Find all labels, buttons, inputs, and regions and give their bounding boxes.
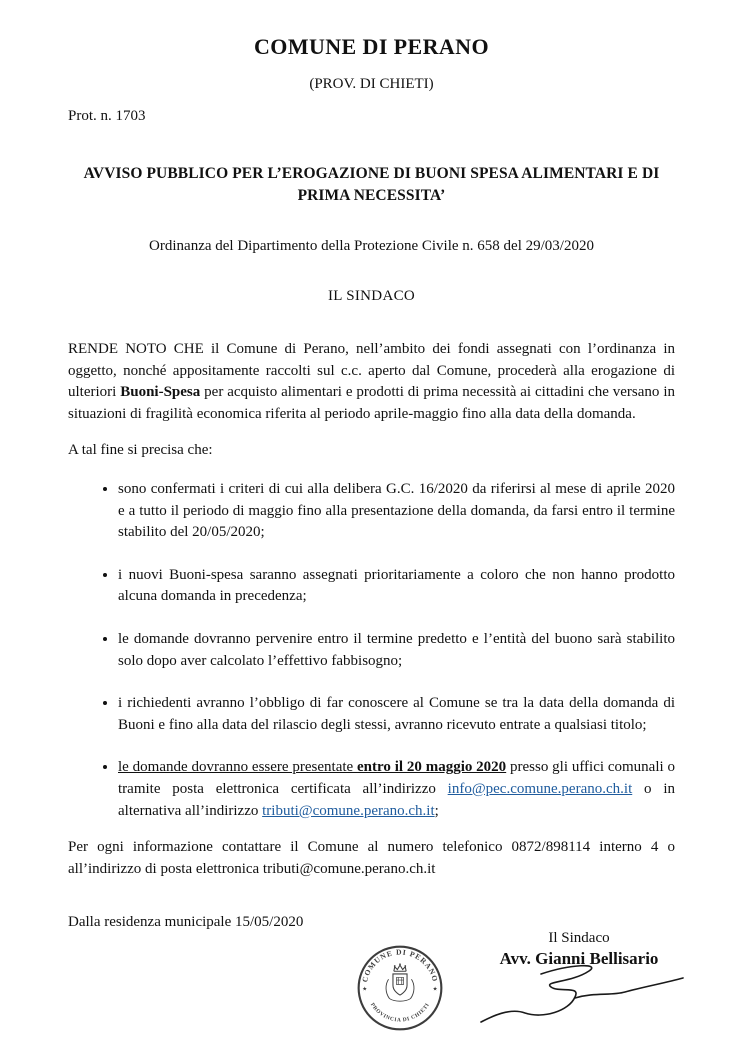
seal-top-text: COMUNE DI PERANO (360, 947, 440, 984)
pec-email-link[interactable]: info@pec.comune.perano.ch.it (447, 780, 633, 797)
bullet-item-priority: • i nuovi Buoni-spesa saranno assegnati prioritariamente a coloro che non hanno prodotto alcuna domanda in precedenza; (118, 565, 675, 608)
seal-star-left-icon: ★ (362, 986, 368, 993)
contact-paragraph: Per ogni informazione contattare il Comune al numero telefonico 0872/898114 interno 4 o all’indirizzo di posta elettronica tributi@comune.perano.ch.it (68, 839, 675, 877)
seal-coat-of-arms-icon (386, 963, 414, 1001)
dateline: Dalla residenza municipale 15/05/2020 (68, 914, 304, 931)
signature-block (455, 930, 703, 969)
signature-scribble (473, 962, 688, 1024)
precisa-line: A tal fine si precisa che: (68, 442, 213, 459)
buoni-spesa-bold: Buoni-Spesa (120, 384, 201, 401)
signature-name: Avv. Gianni Bellisario (499, 949, 659, 968)
submission-text-2: presso gli uffici comunali o tramite posta elettronica certificata all’indirizzo (118, 759, 675, 797)
submission-underline-text: le domande dovranno essere presentate (118, 759, 358, 776)
submission-terminator: ; (434, 802, 439, 819)
deadline-bold-text: entro il 20 maggio 2020 (357, 759, 507, 776)
province-line: (PROV. DI CHIETI) (309, 76, 434, 92)
tributi-email-link[interactable]: tributi@comune.perano.ch.it (262, 802, 435, 819)
municipal-seal (356, 944, 444, 1032)
bullet-list (68, 479, 675, 822)
svg-text:PROVINCIA DI CHIETI (369, 1002, 431, 1023)
submission-text-3: o in alternativa all’indirizzo (118, 780, 675, 819)
issuer-line: IL SINDACO (327, 288, 416, 304)
ordinance-line: Ordinanza del Dipartimento della Protezione Civile n. 658 del 29/03/2020 (149, 238, 594, 254)
bullet-item-deadline-amount: • le domande dovranno pervenire entro il termine predetto e l’entità del buono sarà stabilito solo dopo aver calcolato l’effettivo fabbisogno; (118, 629, 675, 672)
notice-title: AVVISO PUBBLICO PER L’EROGAZIONE DI BUONI SPESA ALIMENTARI E DI PRIMA NECESSITA’ (83, 165, 660, 204)
bullet-item-submission (118, 757, 675, 822)
signature-role: Il Sindaco (548, 930, 610, 946)
bullet-item-obligation: • i richiedenti avranno l’obbligo di far conoscere al Comune se tra la data della domanda di Buoni e fino alla data del rilascio degli stessi, avranno ricevuto entrate a qualsiasi titolo; (118, 693, 675, 736)
intro-text-1: RENDE NOTO CHE il Comune di Perano, nell’ambito dei fondi assegnati con l’ordinanza in oggetto, nonché appositamente raccolti sul c.c. aperto dal Comune, procederà alla erogazione di ulteriori (68, 341, 675, 401)
seal-star-right-icon: ★ (432, 986, 438, 993)
seal-bottom-text: PROVINCIA DI CHIETI (368, 1002, 432, 1024)
intro-paragraph (68, 339, 675, 425)
org-name: COMUNE DI PERANO (254, 34, 489, 59)
protocol-number: Prot. n. 1703 (68, 108, 146, 124)
seal-outer-ring (359, 947, 442, 1030)
bullet-item-criteria: • sono confermati i criteri di cui alla delibera G.C. 16/2020 da riferirsi al mese di aprile 2020 e a tutto il periodo di maggio fino alla presentazione della domanda, da farsi entro il termine stabilito del 20/05/2020; (118, 479, 675, 544)
intro-text-2: per acquisto alimentari e prodotti di prima necessità ai cittadini che versano in situazioni di fragilità economica riferita al periodo aprile-maggio fino alla data della domanda. (68, 384, 675, 422)
